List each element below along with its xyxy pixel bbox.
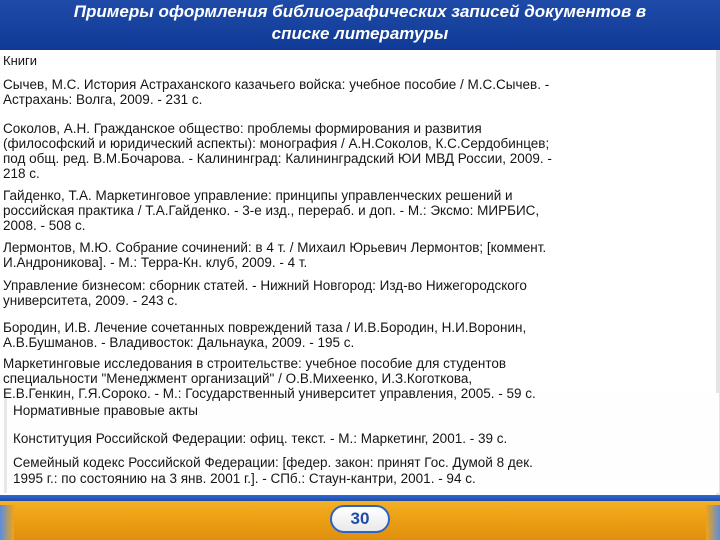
footer-stripe	[0, 495, 720, 501]
slide-title-line-1: Примеры оформления библиографических записей документов в	[73, 2, 647, 21]
entry-line: И.Андроникова]. - М.: Терра-Кн. клуб, 2009. - 4 т.	[3, 255, 308, 270]
legal-entry-line: Конституция Российской Федерации: офиц. текст. - М.: Маркетинг, 2001. - 39 с.	[13, 431, 508, 446]
legal-entry-line: Семейный кодекс Российской Федерации: [федер. закон: принят Гос. Думой 8 дек.	[13, 455, 533, 470]
footer-right-accent	[706, 505, 720, 540]
entry-line: 2008. - 508 с.	[3, 218, 86, 233]
books-heading: Книги	[3, 53, 38, 68]
entry-line: Е.В.Генкин, Г.Я.Сороко. - М.: Государственный университет управления, 2005. - 59 с.	[3, 386, 536, 401]
entry-line: Лермонтов, М.Ю. Собрание сочинений: в 4 т. / Михаил Юрьевич Лермонтов; [коммент.	[3, 240, 547, 255]
books-scan	[0, 50, 720, 401]
entry-line: Маркетинговые исследования в строительстве: учебное пособие для студентов	[3, 356, 507, 371]
entry-line: российская практика / Т.А.Гайденко. - 3-е изд., перераб. и доп. - М.: Эксмо: МИРБИС,	[3, 203, 540, 218]
entry-line: Соколов, А.Н. Гражданское общество: проблемы формирования и развития	[3, 121, 482, 136]
entry-line: под общ. ред. В.М.Бочарова. - Калининград: Калининградский ЮИ МВД России, 2009. -	[3, 151, 552, 166]
legal-acts-box	[4, 393, 719, 493]
legal-acts-heading: Нормативные правовые акты	[13, 403, 199, 418]
entry-line: Сычев, М.С. История Астраханского казачьего войска: учебное пособие / М.С.Сычев. -	[3, 77, 550, 92]
entry-line: Бородин, И.В. Лечение сочетанных повреждений таза / И.В.Бородин, Н.И.Воронин,	[3, 320, 527, 335]
entry-line: Астрахань: Волга, 2009. - 231 с.	[3, 92, 203, 107]
entry-line: А.В.Бушманов. - Владивосток: Дальнаука, 2009. - 195 с.	[3, 335, 355, 350]
slide-title-line-2: списке литературы	[271, 24, 449, 43]
footer-left-accent	[0, 505, 14, 540]
entry-line: университета, 2009. - 243 с.	[3, 293, 178, 308]
slide-title	[0, 1, 720, 45]
page-number: 30	[330, 505, 390, 533]
legal-entry-line: 1995 г.: по состоянию на 3 янв. 2001 г.]. - СПб.: Стаун-кантри, 2001. - 94 с.	[13, 471, 476, 486]
entry-line: Управление бизнесом: сборник статей. - Нижний Новгород: Изд-во Нижегородского	[3, 278, 527, 293]
entry-line: Гайденко, Т.А. Маркетинговое управление: принципы управленческих решений и	[3, 188, 513, 203]
entry-line: специальности "Менеджмент организаций" / О.В.Михеенко, И.З.Коготкова,	[3, 371, 473, 386]
entry-line: 218 с.	[3, 166, 40, 181]
entry-line: (философский и юридический аспекты): монография / А.Н.Соколов, К.С.Сердобинцев;	[3, 136, 550, 151]
